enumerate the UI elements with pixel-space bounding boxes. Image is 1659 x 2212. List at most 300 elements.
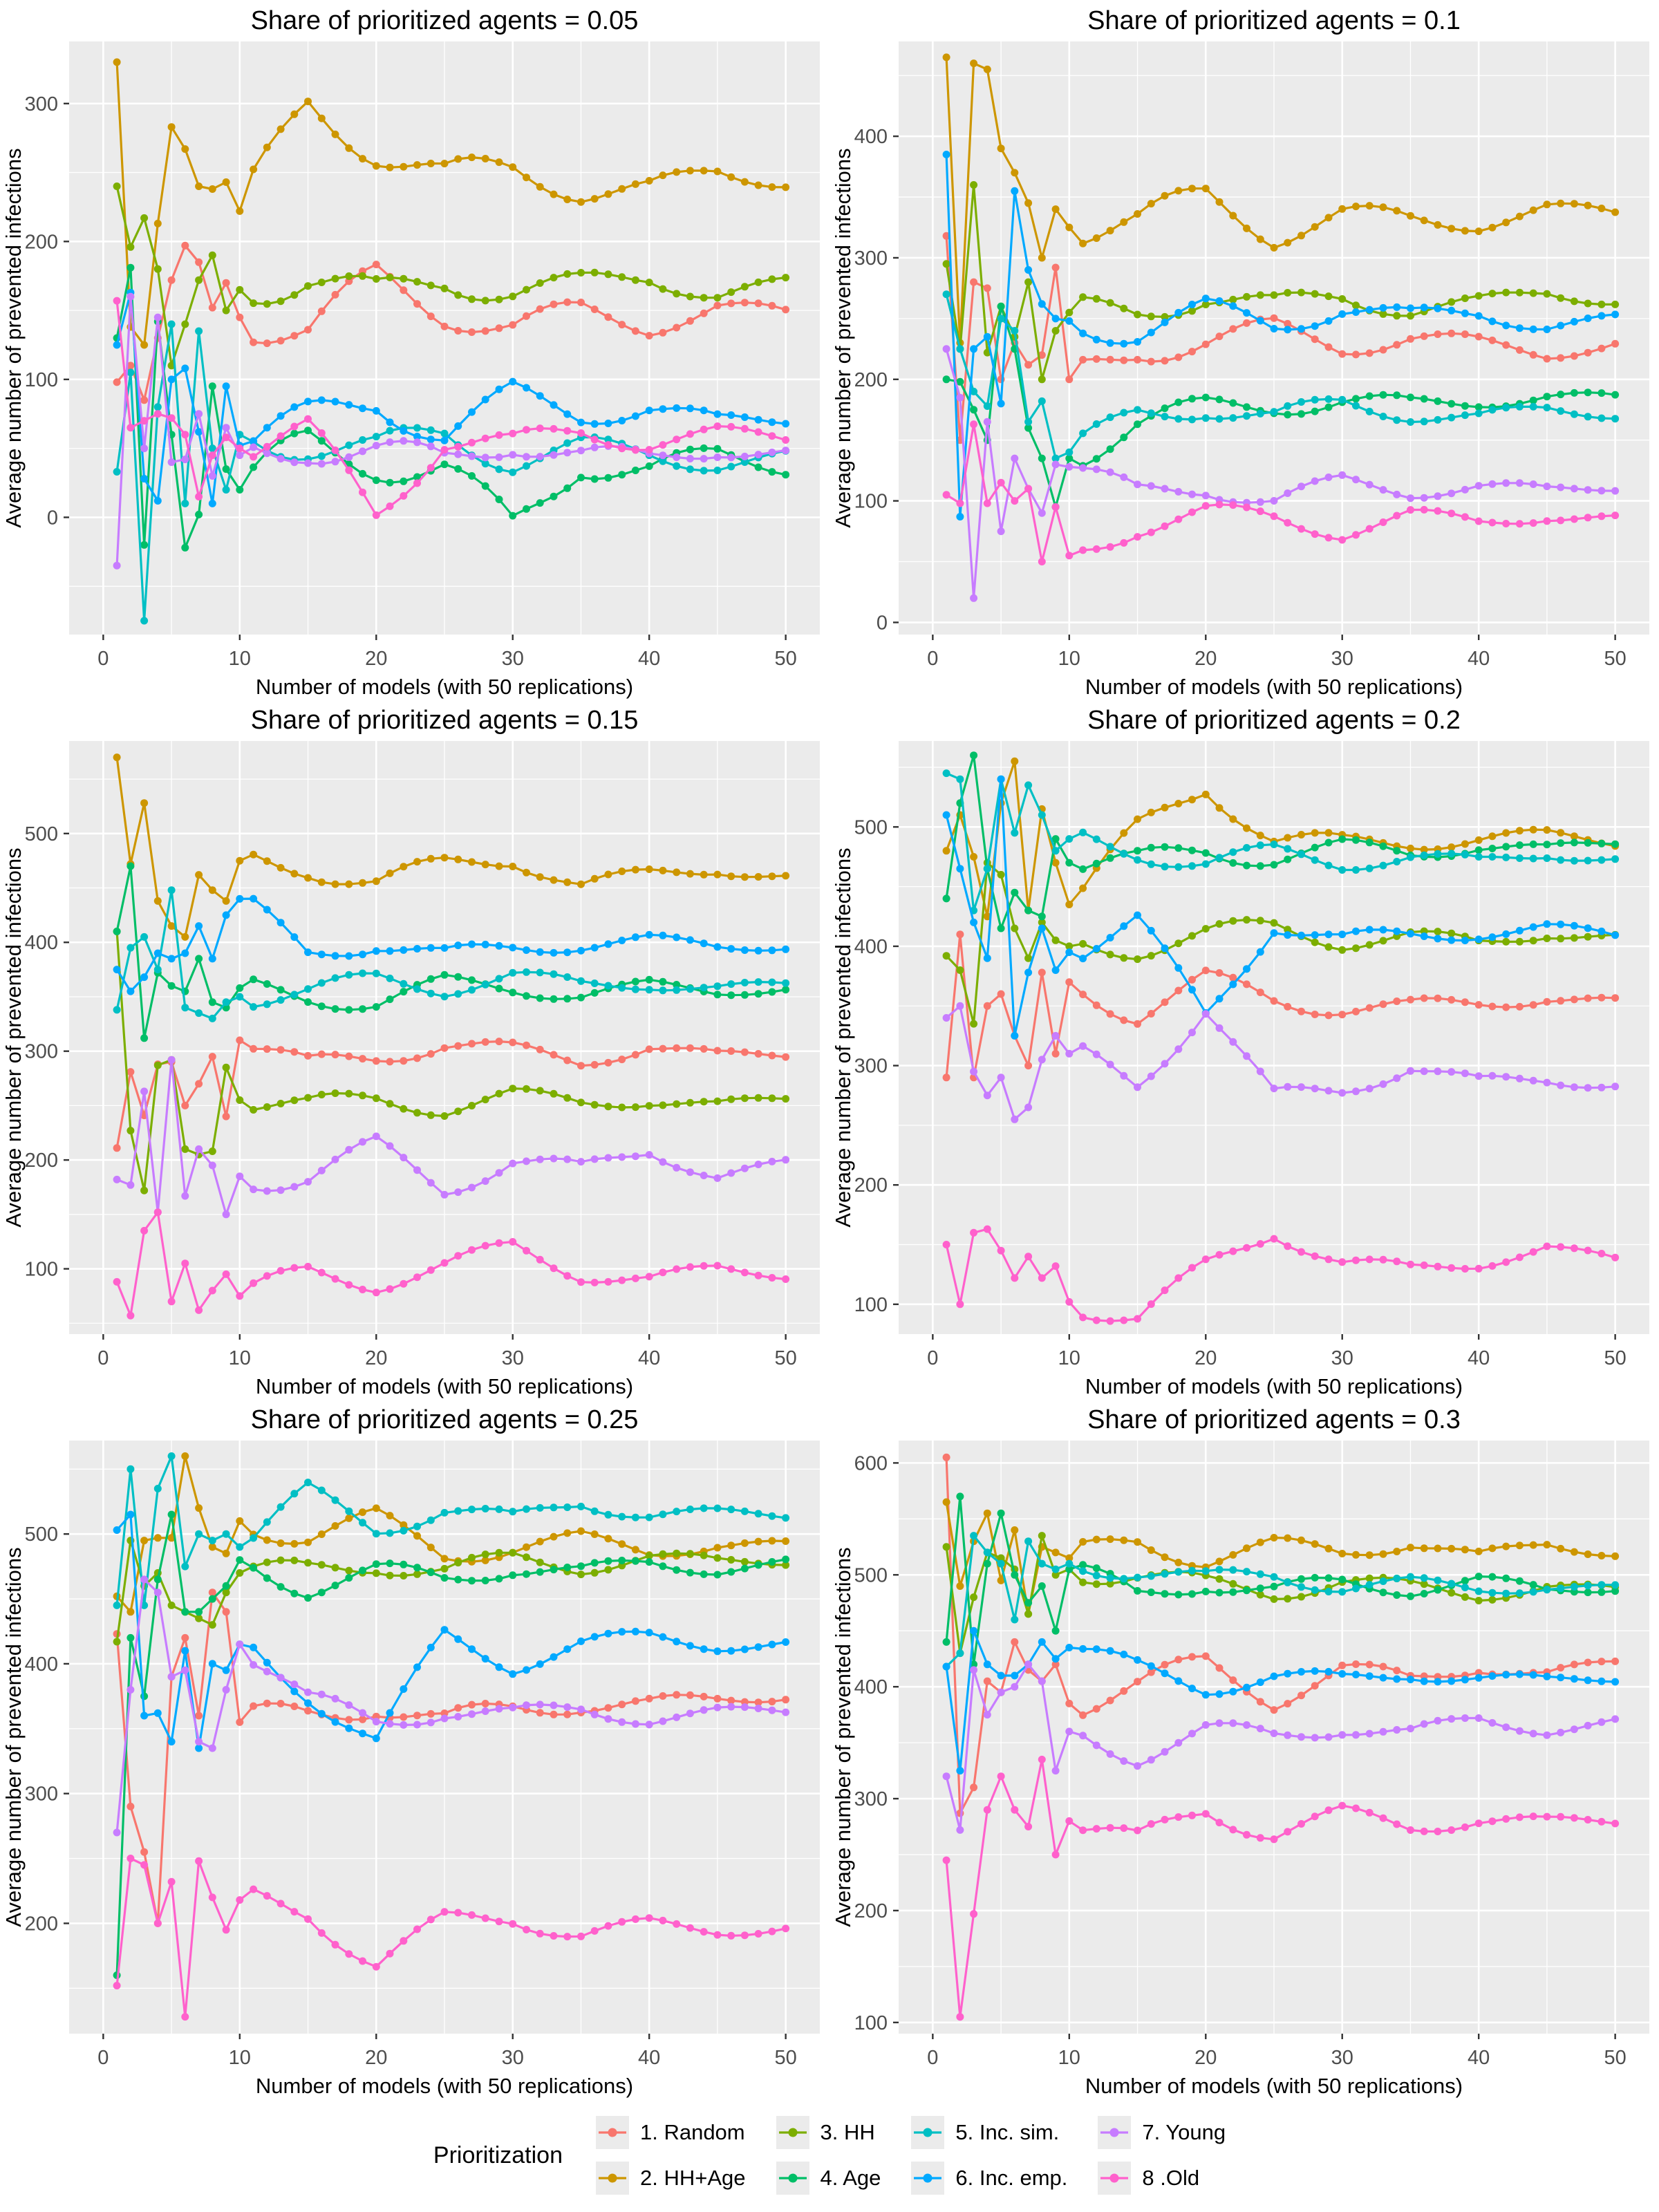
- data-point-hhage: [1243, 825, 1250, 832]
- data-point-old: [277, 1267, 285, 1275]
- data-point-random: [318, 308, 326, 315]
- data-point-incemp: [956, 865, 964, 872]
- data-point-young: [413, 1721, 421, 1729]
- data-point-incsim: [373, 1530, 380, 1537]
- data-point-young: [482, 1177, 489, 1185]
- data-point-young: [113, 562, 121, 570]
- data-point-age: [646, 1558, 653, 1566]
- legend-item-label: 8 .Old: [1142, 2166, 1200, 2190]
- data-point-incemp: [1557, 921, 1564, 928]
- data-point-hh: [768, 275, 776, 283]
- data-point-hhage: [1597, 205, 1605, 212]
- data-point-hhage: [673, 168, 680, 176]
- data-point-hh: [413, 1571, 421, 1578]
- data-point-hh: [1038, 1532, 1046, 1539]
- data-point-hh: [997, 871, 1005, 879]
- facet-panel: [830, 700, 1659, 1399]
- data-point-incemp: [1284, 1670, 1291, 1678]
- data-point-incemp: [1107, 1647, 1114, 1655]
- data-point-old: [1161, 523, 1169, 530]
- panel-title: Share of prioritized agents = 0.15: [250, 706, 639, 735]
- data-point-incsim: [1271, 1573, 1278, 1581]
- data-point-hh: [1311, 939, 1319, 946]
- data-point-hh: [536, 1559, 544, 1566]
- data-point-incsim: [1338, 866, 1346, 874]
- data-point-old: [618, 444, 626, 452]
- data-point-hh: [195, 276, 203, 284]
- panel-title: Share of prioritized agents = 0.1: [1087, 6, 1461, 35]
- data-point-hhage: [646, 865, 653, 873]
- data-point-incemp: [673, 404, 680, 412]
- data-point-incemp: [1584, 924, 1592, 932]
- data-point-young: [1297, 482, 1305, 490]
- data-point-incemp: [1502, 321, 1510, 329]
- data-point-incsim: [427, 1517, 435, 1524]
- data-point-old: [168, 1297, 176, 1305]
- data-point-random: [1229, 1676, 1237, 1684]
- data-point-incemp: [1543, 920, 1550, 928]
- data-point-young: [140, 444, 148, 452]
- data-point-young: [1380, 1728, 1387, 1736]
- data-point-age: [318, 1002, 326, 1010]
- data-point-young: [1229, 1038, 1237, 1046]
- data-point-incemp: [1584, 1676, 1592, 1684]
- data-point-old: [1488, 519, 1496, 527]
- data-point-incemp: [304, 1699, 312, 1707]
- data-point-age: [1557, 391, 1564, 398]
- data-point-old: [1461, 513, 1469, 521]
- data-point-hh: [1557, 935, 1564, 942]
- data-point-incemp: [700, 1645, 708, 1653]
- data-point-young: [373, 442, 380, 449]
- x-axis-title: Number of models (with 50 replications): [1085, 675, 1463, 699]
- data-point-young: [1079, 1042, 1087, 1050]
- data-point-random: [441, 323, 449, 330]
- data-point-old: [413, 480, 421, 487]
- data-point-hhage: [332, 131, 339, 138]
- data-point-young: [400, 437, 407, 444]
- data-point-incsim: [618, 984, 626, 992]
- data-point-incsim: [1597, 856, 1605, 864]
- data-point-age: [1147, 1588, 1155, 1596]
- data-point-hhage: [154, 1534, 162, 1541]
- data-point-hh: [943, 952, 950, 959]
- data-point-young: [1461, 1069, 1469, 1077]
- data-point-incsim: [1325, 862, 1333, 870]
- data-point-incemp: [1584, 315, 1592, 322]
- data-point-age: [984, 1560, 991, 1568]
- data-point-young: [223, 1686, 230, 1694]
- data-point-old: [304, 1915, 312, 1923]
- data-point-random: [768, 1052, 776, 1060]
- data-point-random: [1516, 1003, 1524, 1011]
- data-point-young: [686, 455, 694, 462]
- data-point-incsim: [782, 1514, 789, 1521]
- data-point-old: [427, 464, 435, 471]
- data-point-age: [1611, 841, 1619, 848]
- data-point-incsim: [713, 467, 721, 474]
- data-point-age: [1271, 1583, 1278, 1591]
- data-point-young: [1229, 1719, 1237, 1727]
- data-point-hh: [673, 1100, 680, 1108]
- data-point-old: [1530, 519, 1537, 527]
- data-point-young: [591, 1155, 599, 1163]
- data-point-young: [209, 1162, 216, 1170]
- legend-key-icon: [596, 2116, 629, 2149]
- data-point-old: [1571, 516, 1578, 523]
- data-point-incemp: [591, 1633, 599, 1640]
- data-point-hhage: [700, 167, 708, 174]
- data-point-young: [496, 453, 503, 461]
- data-point-young: [126, 1686, 134, 1694]
- x-tick-label: 10: [228, 648, 251, 670]
- data-point-old: [577, 1278, 585, 1286]
- data-point-random: [1147, 1010, 1155, 1018]
- data-point-incsim: [1174, 1568, 1182, 1576]
- data-point-incemp: [755, 947, 762, 955]
- data-point-random: [1120, 357, 1127, 364]
- data-point-age: [1188, 395, 1196, 402]
- data-point-old: [209, 1893, 216, 1901]
- data-point-old: [154, 410, 162, 418]
- legend-key-swatch: [596, 2116, 629, 2149]
- data-point-young: [250, 1185, 257, 1193]
- data-point-old: [1257, 1240, 1264, 1248]
- data-point-incemp: [1311, 931, 1319, 939]
- legend-key-swatch: [911, 2162, 944, 2195]
- data-point-hhage: [1447, 225, 1455, 232]
- data-point-incemp: [1079, 330, 1087, 337]
- data-point-incsim: [113, 1006, 121, 1013]
- data-point-incemp: [1297, 932, 1305, 939]
- data-point-young: [1311, 1085, 1319, 1092]
- y-tick-label: 0: [876, 612, 888, 635]
- x-tick-label: 20: [365, 1347, 388, 1369]
- data-point-old: [318, 429, 326, 437]
- data-point-hh: [482, 1096, 489, 1103]
- data-point-hhage: [997, 144, 1005, 152]
- x-tick-label: 10: [1058, 2047, 1080, 2069]
- data-point-incsim: [1543, 854, 1550, 862]
- data-point-hhage: [1421, 1544, 1428, 1552]
- data-point-random: [1516, 346, 1524, 354]
- data-point-old: [782, 436, 789, 444]
- data-point-incsim: [509, 469, 516, 476]
- data-point-incemp: [700, 939, 708, 947]
- data-point-incemp: [1284, 931, 1291, 939]
- data-point-random: [509, 1039, 516, 1047]
- data-point-hh: [140, 214, 148, 222]
- legend-column: [1098, 2116, 1226, 2195]
- data-point-hhage: [632, 1546, 639, 1553]
- data-point-incemp: [209, 955, 216, 962]
- data-point-incsim: [209, 1537, 216, 1544]
- y-tick-label: 500: [24, 823, 58, 845]
- data-point-incemp: [956, 1767, 964, 1774]
- x-tick-label: 30: [501, 648, 524, 670]
- data-point-hhage: [1461, 227, 1469, 234]
- legend-item-label: 6. Inc. emp.: [955, 2166, 1068, 2190]
- data-point-old: [618, 1918, 626, 1926]
- data-point-age: [1338, 836, 1346, 843]
- data-point-hh: [577, 269, 585, 276]
- data-point-hhage: [318, 1530, 326, 1538]
- data-point-old: [359, 1286, 366, 1293]
- data-point-incemp: [713, 411, 721, 418]
- data-point-old: [1174, 516, 1182, 523]
- data-point-age: [1530, 1581, 1537, 1588]
- data-point-age: [468, 976, 476, 984]
- data-point-incsim: [1502, 854, 1510, 861]
- data-point-random: [1161, 357, 1169, 364]
- data-point-young: [768, 1707, 776, 1714]
- x-axis-title: Number of models (with 50 replications): [1085, 1374, 1463, 1398]
- data-point-incemp: [659, 405, 666, 413]
- data-point-age: [1502, 1575, 1510, 1582]
- data-point-incemp: [509, 378, 516, 386]
- data-point-hhage: [359, 879, 366, 887]
- data-point-old: [1216, 1819, 1224, 1826]
- data-point-random: [482, 1038, 489, 1046]
- data-point-incemp: [277, 919, 285, 926]
- data-point-incsim: [1174, 415, 1182, 423]
- data-point-young: [1557, 484, 1564, 491]
- data-point-incsim: [1543, 1586, 1550, 1593]
- data-point-incemp: [1611, 931, 1619, 939]
- data-point-incsim: [523, 462, 530, 470]
- data-point-age: [509, 1571, 516, 1579]
- data-point-incemp: [1366, 926, 1374, 933]
- legend-key-swatch: [776, 2162, 809, 2195]
- data-point-incsim: [713, 1505, 721, 1512]
- data-point-incsim: [686, 1506, 694, 1513]
- data-point-hhage: [1079, 1538, 1087, 1546]
- data-point-incsim: [345, 442, 353, 449]
- data-point-age: [1421, 1590, 1428, 1597]
- data-point-hhage: [577, 881, 585, 888]
- data-point-incsim: [1174, 863, 1182, 871]
- data-point-old: [332, 1941, 339, 1949]
- data-point-hh: [1488, 1596, 1496, 1604]
- data-point-incsim: [482, 981, 489, 988]
- data-point-young: [604, 1715, 612, 1723]
- data-point-random: [290, 1048, 298, 1056]
- data-point-incsim: [686, 985, 694, 993]
- data-point-young: [209, 1745, 216, 1752]
- panel-title: Share of prioritized agents = 0.25: [250, 1405, 639, 1434]
- data-point-old: [1093, 545, 1100, 553]
- y-tick-label: 300: [854, 1055, 888, 1078]
- data-point-random: [1488, 337, 1496, 344]
- data-point-incemp: [359, 950, 366, 958]
- data-point-hhage: [1447, 1545, 1455, 1553]
- data-point-hhage: [1147, 200, 1155, 207]
- data-point-age: [768, 1558, 776, 1566]
- data-point-hh: [373, 1094, 380, 1102]
- data-point-incemp: [768, 1641, 776, 1649]
- data-point-hhage: [250, 851, 257, 859]
- data-point-incsim: [1134, 856, 1141, 864]
- data-point-incemp: [782, 420, 789, 428]
- data-point-age: [373, 476, 380, 484]
- data-point-young: [984, 1711, 991, 1718]
- data-point-incsim: [1134, 1574, 1141, 1582]
- facet-panel: [830, 1399, 1659, 2099]
- data-point-incsim: [1380, 862, 1387, 870]
- data-point-hh: [1093, 295, 1100, 303]
- data-point-age: [1174, 399, 1182, 406]
- data-point-random: [673, 1044, 680, 1052]
- data-point-hhage: [1461, 1546, 1469, 1553]
- data-point-random: [168, 276, 176, 284]
- data-point-hhage: [1475, 836, 1483, 844]
- data-point-hh: [250, 1106, 257, 1114]
- data-point-hhage: [1530, 826, 1537, 834]
- data-point-random: [195, 259, 203, 266]
- data-point-young: [550, 1155, 558, 1163]
- data-point-hhage: [277, 864, 285, 872]
- y-tick-label: 100: [24, 1258, 58, 1281]
- data-point-incsim: [263, 1000, 271, 1008]
- data-point-age: [345, 1574, 353, 1582]
- data-point-old: [550, 1264, 558, 1272]
- data-point-random: [1243, 980, 1250, 988]
- data-point-incemp: [1530, 924, 1537, 931]
- data-point-random: [1530, 351, 1537, 359]
- data-point-age: [1229, 400, 1237, 407]
- data-point-old: [943, 1857, 950, 1864]
- data-point-hh: [1107, 950, 1114, 958]
- data-point-old: [700, 426, 708, 433]
- data-point-hhage: [345, 1515, 353, 1522]
- data-point-old: [454, 1909, 462, 1917]
- data-point-incsim: [1297, 850, 1305, 858]
- data-point-random: [1407, 996, 1414, 1004]
- data-point-young: [427, 442, 435, 450]
- data-point-incsim: [1038, 397, 1046, 405]
- data-point-incsim: [1229, 414, 1237, 422]
- data-point-hh: [1434, 928, 1441, 935]
- data-point-young: [1488, 480, 1496, 488]
- y-tick-label: 100: [854, 490, 888, 513]
- data-point-random: [1611, 340, 1619, 348]
- data-point-random: [550, 1051, 558, 1058]
- data-point-incsim: [1079, 1567, 1087, 1575]
- legend-title: Prioritization: [433, 2141, 563, 2168]
- data-point-hh: [1297, 289, 1305, 297]
- data-point-random: [373, 1057, 380, 1065]
- data-point-young: [1584, 1722, 1592, 1730]
- data-point-young: [454, 451, 462, 458]
- data-point-incsim: [126, 944, 134, 952]
- data-point-incemp: [482, 1655, 489, 1662]
- data-point-age: [304, 998, 312, 1006]
- data-point-old: [1202, 502, 1210, 509]
- data-point-young: [1434, 1717, 1441, 1725]
- data-point-incemp: [1188, 1685, 1196, 1692]
- data-point-old: [1407, 506, 1414, 514]
- data-point-incsim: [1011, 1616, 1018, 1624]
- data-point-young: [1120, 1757, 1127, 1765]
- data-point-hh: [1530, 290, 1537, 297]
- data-point-hhage: [1557, 829, 1564, 836]
- data-point-old: [523, 426, 530, 433]
- legend-item-random: [596, 2116, 746, 2149]
- data-point-incsim: [427, 990, 435, 997]
- data-point-hhage: [1352, 1551, 1360, 1559]
- data-point-young: [236, 1172, 243, 1180]
- x-tick-label: 40: [638, 1347, 661, 1369]
- data-point-hhage: [181, 933, 189, 941]
- data-point-hhage: [1038, 254, 1046, 262]
- data-point-hh: [1611, 301, 1619, 308]
- data-point-incemp: [168, 375, 176, 383]
- x-tick-label: 40: [1468, 2047, 1490, 2069]
- data-point-random: [1024, 361, 1032, 368]
- data-point-random: [1065, 1700, 1073, 1707]
- data-point-incemp: [209, 500, 216, 507]
- data-point-incsim: [1597, 1581, 1605, 1588]
- data-point-incsim: [427, 427, 435, 434]
- data-point-incsim: [113, 1602, 121, 1609]
- data-point-young: [1147, 1073, 1155, 1080]
- data-point-old: [386, 1950, 394, 1958]
- data-point-young: [168, 1056, 176, 1064]
- data-point-old: [768, 1928, 776, 1936]
- data-point-incsim: [496, 975, 503, 982]
- data-point-hh: [577, 1098, 585, 1106]
- data-point-old: [1107, 1318, 1114, 1325]
- x-axis-title: Number of models (with 50 replications): [255, 1374, 634, 1398]
- data-point-incsim: [984, 1548, 991, 1556]
- data-point-random: [646, 1695, 653, 1703]
- data-point-incsim: [1338, 396, 1346, 404]
- data-point-old: [1120, 1317, 1127, 1324]
- data-point-incsim: [1093, 1572, 1100, 1580]
- data-point-incemp: [970, 1627, 977, 1635]
- data-point-incsim: [1447, 850, 1455, 857]
- data-point-hh: [1147, 312, 1155, 320]
- data-point-hh: [536, 279, 544, 287]
- data-point-hhage: [236, 207, 243, 215]
- data-point-age: [1093, 455, 1100, 462]
- data-point-hhage: [1202, 791, 1210, 798]
- data-point-incemp: [1134, 912, 1141, 919]
- data-point-incemp: [1093, 945, 1100, 953]
- data-point-incemp: [318, 1710, 326, 1718]
- data-point-old: [345, 1950, 353, 1958]
- data-point-incemp: [496, 942, 503, 950]
- data-point-old: [1380, 1256, 1387, 1264]
- data-point-hhage: [618, 185, 626, 193]
- data-point-incemp: [290, 933, 298, 941]
- data-point-old: [1488, 1262, 1496, 1270]
- data-point-old: [400, 1280, 407, 1288]
- data-point-hhage: [741, 178, 749, 186]
- data-point-hhage: [1297, 232, 1305, 239]
- data-point-incsim: [550, 1503, 558, 1511]
- data-point-incsim: [727, 980, 735, 988]
- data-point-hh: [427, 281, 435, 289]
- data-point-incemp: [413, 945, 421, 953]
- data-point-incemp: [1366, 306, 1374, 314]
- data-point-incsim: [577, 1503, 585, 1510]
- data-point-incsim: [140, 933, 148, 941]
- data-point-young: [943, 1014, 950, 1022]
- data-point-young: [1516, 1075, 1524, 1082]
- data-point-incemp: [1475, 312, 1483, 320]
- data-point-incsim: [1271, 408, 1278, 415]
